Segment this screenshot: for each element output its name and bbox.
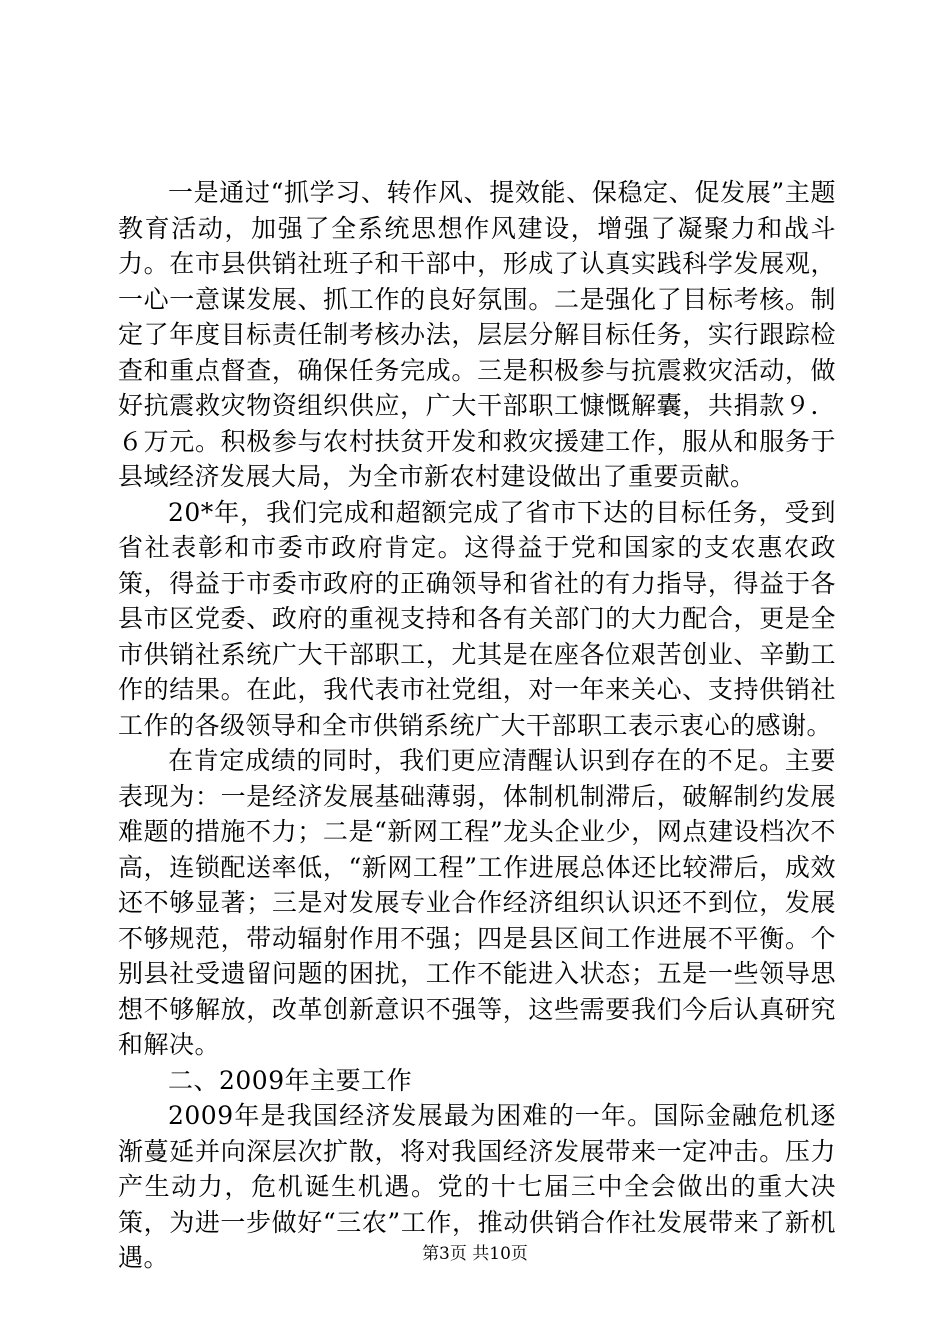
paragraph-summary: 20*年，我们完成和超额完成了省市下达的目标任务，受到省社表彰和市委市政府肯定。这得益于党和国家的支农惠农政策，得益于市委市政府的正确领导和省社的有力指导，得益于各县市区党委、政府的重视支持和各有关部门的大力配合，更是全市供销社系统广大干部职工，尤其是在座各位艰苦创业、辛勤工作的结果。在此，我代表市社党组，对一年来关心、支持供销社工作的各级领导和全市供销系统广大干部职工表示衷心的感谢。 (118, 497, 836, 740)
page-number-footer: 第3页 共10页 (422, 1244, 528, 1264)
paragraph-2009-outlook: 2009年是我国经济发展最为困难的一年。国际金融危机逐渐蔓延并向深层次扩散，将对我国经济发展带来一定冲击。压力产生动力，危机诞生机遇。党的十七届三中全会做出的重大决策，为进一步做好“三农”工作，推动供销合作社发展带来了新机遇。 (118, 1101, 836, 1272)
paragraph-shortcomings: 在肯定成绩的同时，我们更应清醒认识到存在的不足。主要表现为：一是经济发展基础薄弱，体制机制滞后，破解制约发展难题的措施不力；二是“新网工程”龙头企业少，网点建设档次不高，连锁配送率低，“新网工程”工作进展总体还比较滞后，成效还不够显著；三是对发展专业合作经济组织认识还不到位，发展不够规范，带动辐射作用不强；四是县区间工作进展不平衡。个别县社受遗留问题的困扰，工作不能进入状态；五是一些领导思想不够解放，改革创新意识不强等，这些需要我们今后认真研究和解决。 (118, 746, 836, 1059)
paragraph-achievements: 一是通过“抓学习、转作风、提效能、保稳定、促发展”主题教育活动，加强了全系统思想作风建设，增强了凝聚力和战斗力。在市县供销社班子和干部中，形成了认真实践科学发展观，一心一意谋发展、抓工作的良好氛围。二是强化了目标考核。制定了年度目标责任制考核办法，层层分解目标任务，实行跟踪检查和重点督查，确保任务完成。三是积极参与抗震救灾活动，做好抗震救灾物资组织供应，广大干部职工慷慨解囊，共捐款９．６万元。积极参与农村扶贫开发和救灾援建工作，服从和服务于县域经济发展大局，为全市新农村建设做出了重要贡献。 (118, 178, 836, 491)
document-body (118, 175, 836, 1276)
section-heading: 二、2009年主要工作 (168, 1065, 413, 1095)
